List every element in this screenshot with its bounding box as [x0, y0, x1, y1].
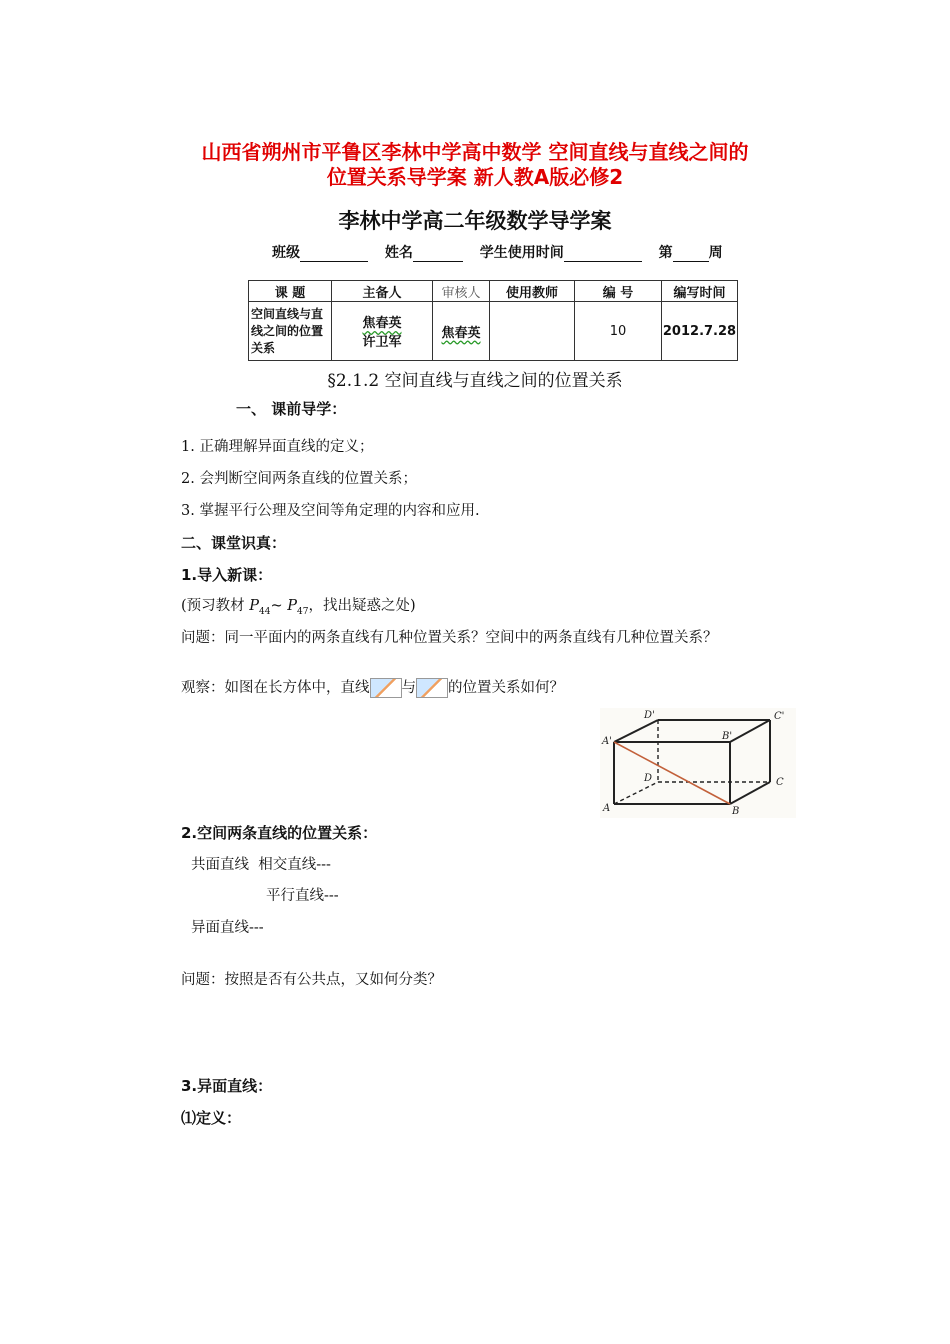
label-a1: A': [602, 736, 612, 747]
header-teacher: 使用教师: [490, 281, 575, 302]
preview-text-a: (预习教材: [181, 598, 250, 614]
info-table-row: [249, 302, 738, 361]
label-c: C: [776, 777, 784, 788]
page-ref-1-sub: 44: [259, 606, 271, 617]
question-1: 问题：同一平面内的两条直线有几种位置关系？空间中的两条直线有几种位置关系？: [181, 630, 718, 646]
class-blank: [300, 247, 368, 262]
preview-text-b: ，找出疑惑之处): [308, 598, 416, 614]
parallel-label: 平行直线---: [266, 888, 339, 904]
meta-row: [272, 242, 723, 262]
class-label: 班级: [272, 245, 300, 261]
preparer-1: 焦春英: [362, 316, 402, 331]
header-reviewer: 审核人: [433, 281, 490, 302]
page-ref-2-sub: 47: [297, 606, 309, 617]
cell-teacher: [490, 302, 575, 361]
sub3-heading: 3.异面直线：: [181, 1077, 273, 1095]
definition-label: ⑴定义：: [181, 1109, 242, 1127]
observe-line: [181, 676, 564, 698]
objective-2: 2. 会判断空间两条直线的位置关系；: [181, 471, 417, 487]
doc-subtitle: 李林中学高二年级数学导学案: [338, 209, 612, 233]
figure-bg: [600, 708, 796, 818]
observe-text-c: 的位置关系如何？: [448, 680, 564, 696]
preview-line: [181, 594, 416, 617]
line-image-1: [370, 678, 402, 698]
time-blank: [564, 247, 642, 262]
label-b: B: [732, 806, 740, 817]
label-b1: B': [722, 731, 733, 742]
label-c1: C': [774, 711, 785, 722]
sub2-heading: 2.空间两条直线的位置关系：: [181, 824, 378, 842]
label-d1: D': [644, 710, 655, 721]
observe-text-a: 观察：如图在长方体中，直线: [181, 680, 370, 696]
observe-text-b: 与: [401, 680, 416, 696]
label-a: A: [603, 803, 611, 814]
info-table: [248, 280, 738, 361]
cell-preparer: [332, 302, 433, 361]
intersect-label: 相交直线---: [258, 857, 331, 873]
cell-number: 10: [575, 302, 662, 361]
reviewer-name: 焦春英: [441, 325, 481, 341]
sub1-heading: 1.导入新课：: [181, 566, 273, 584]
coplanar-line: [191, 853, 331, 874]
cell-reviewer: [433, 302, 490, 361]
doc-title-line-1: 山西省朔州市平鲁区李林中学高中数学 空间直线与直线之间的: [201, 140, 749, 164]
section-title: §2.1.2 空间直线与直线之间的位置关系: [327, 371, 623, 391]
info-table-header-row: [249, 281, 738, 302]
page-ref-2: P: [287, 598, 298, 614]
header-preparer: 主备人: [332, 281, 433, 302]
name-blank: [413, 247, 463, 262]
label-d: D: [644, 773, 653, 784]
skew-label: 异面直线---: [191, 920, 264, 936]
name-label: 姓名: [384, 245, 413, 261]
coplanar-label: 共面直线: [191, 857, 249, 873]
week-blank: [673, 247, 709, 262]
cell-topic: 空间直线与直线之间的位置关系: [249, 302, 332, 361]
header-number: 编 号: [575, 281, 662, 302]
part1-heading: 一、 课前导学：: [236, 400, 347, 418]
objective-1: 1. 正确理解异面直线的定义；: [181, 439, 374, 455]
part2-heading: 二、课堂识真：: [181, 534, 287, 552]
tilde: ~: [270, 598, 288, 614]
line-image-2: [416, 678, 448, 698]
week-prefix: 第: [658, 245, 673, 261]
header-topic: 课 题: [249, 281, 332, 302]
question-2: 问题：按照是否有公共点，又如何分类？: [181, 972, 442, 988]
week-suffix: 周: [708, 245, 723, 261]
cell-date: 2012.7.28: [662, 302, 738, 361]
preparer-2: 许卫军: [362, 335, 402, 350]
doc-title-line-2: 位置关系导学案 新人教A版必修2: [326, 165, 624, 189]
cuboid-figure: [600, 708, 796, 818]
page-ref-1: P: [249, 598, 260, 614]
header-date: 编写时间: [662, 281, 738, 302]
time-label: 学生使用时间: [479, 245, 564, 261]
objective-3: 3. 掌握平行公理及空间等角定理的内容和应用.: [181, 503, 480, 519]
